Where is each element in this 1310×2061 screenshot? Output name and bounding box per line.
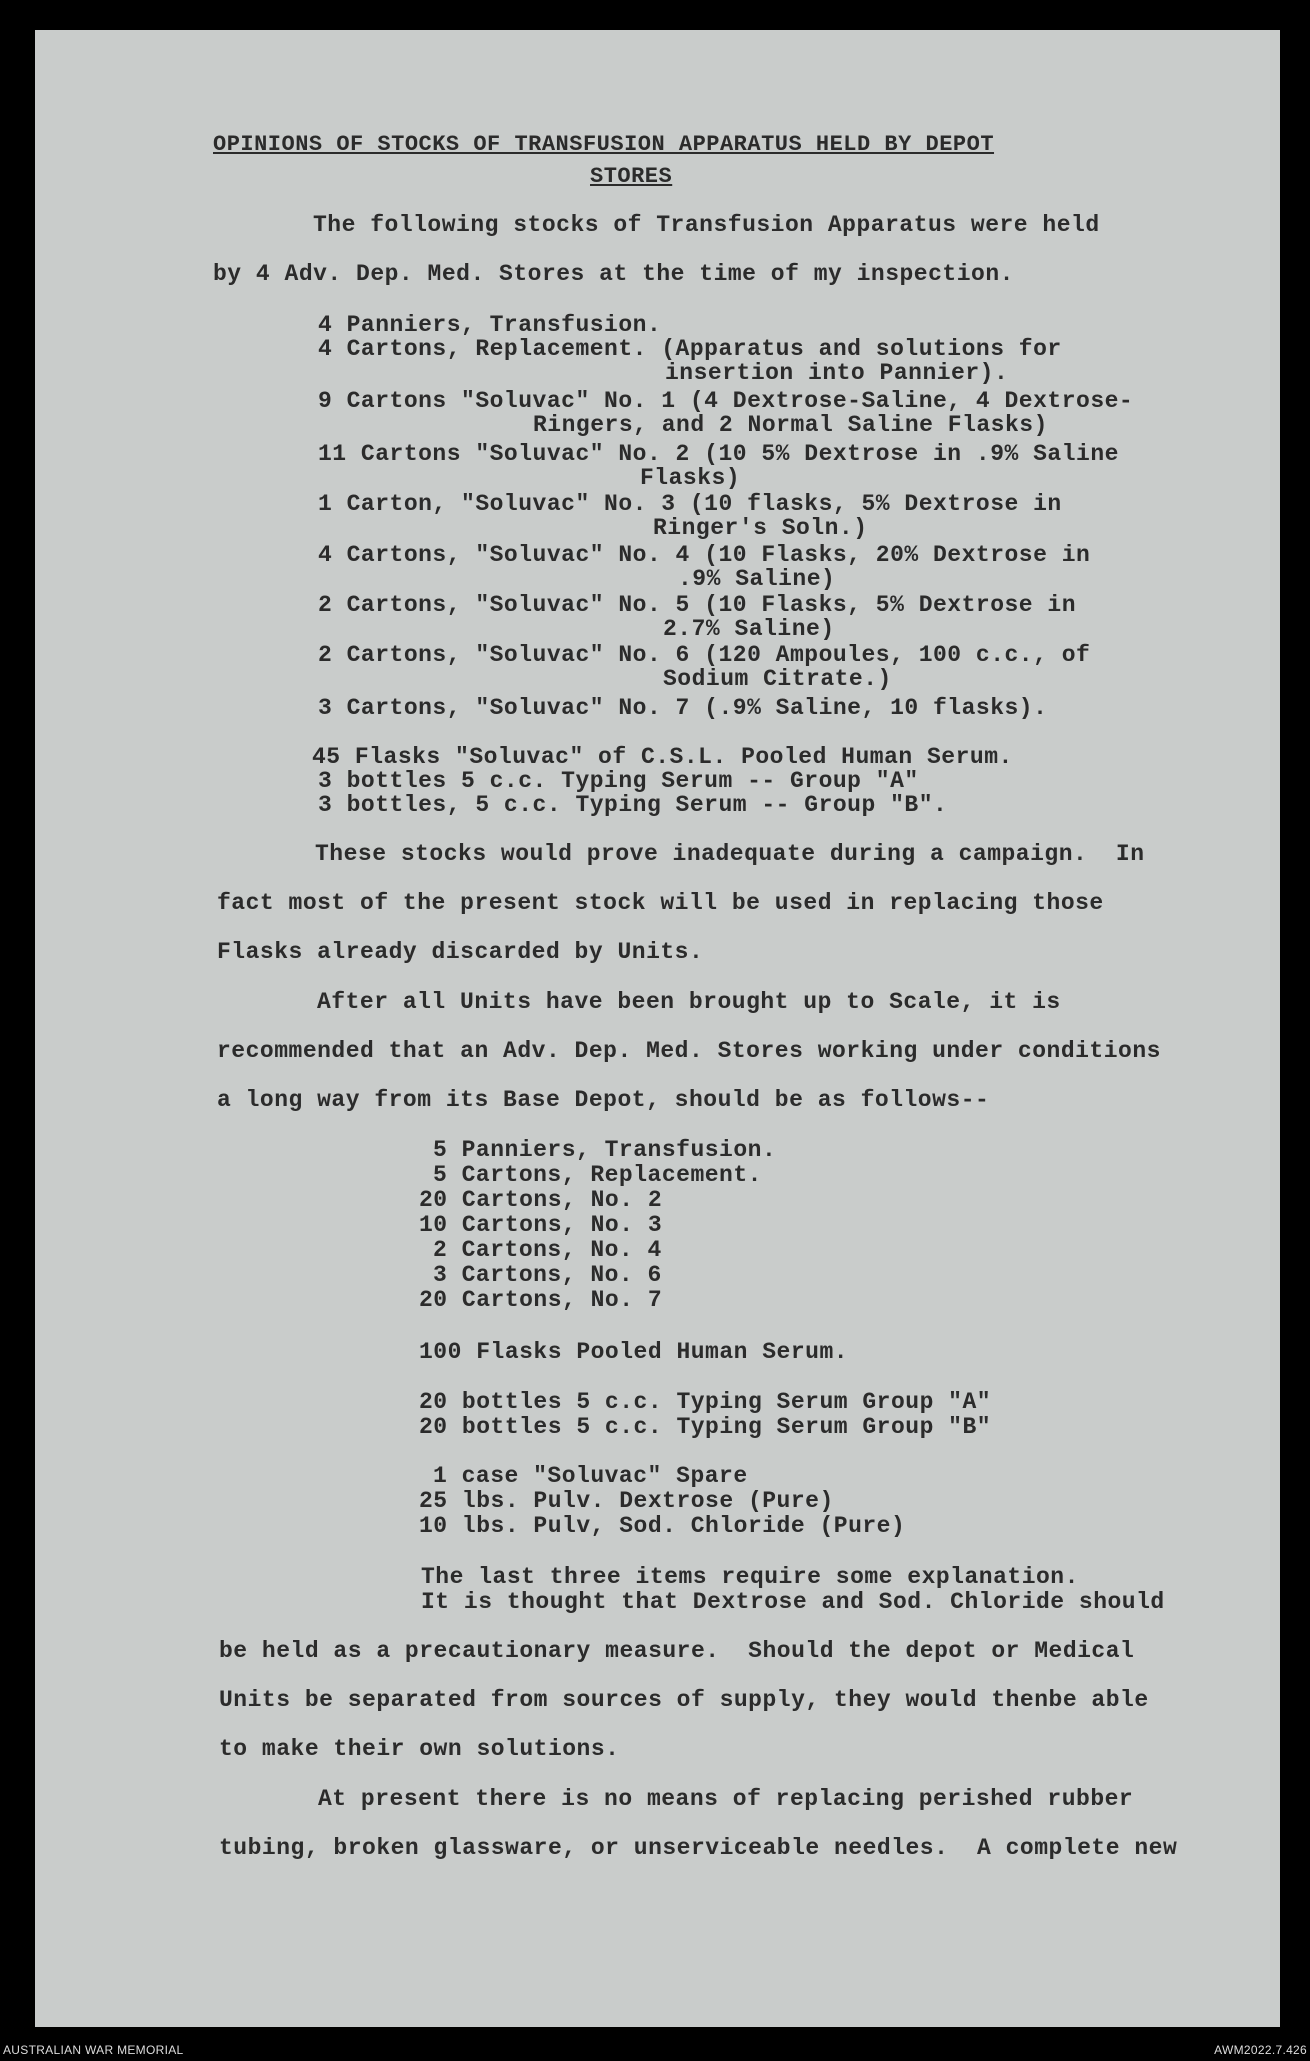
paragraph-line: At present there is no means of replacing perished rubber: [318, 1786, 1134, 1812]
stock-line: insertion into Pannier).: [665, 360, 1009, 386]
intro-line-1: The following stocks of Transfusion Apparatus were held: [313, 212, 1100, 238]
stock-line: Flasks): [640, 465, 741, 491]
intro-line-2: by 4 Adv. Dep. Med. Stores at the time of my inspection.: [213, 261, 1014, 287]
paragraph-line: to make their own solutions.: [219, 1736, 620, 1762]
stock-line: 1 Carton, "Soluvac" No. 3 (10 flasks, 5% Dextrose in: [318, 491, 1062, 517]
paragraph-line: After all Units have been brought up to Scale, it is: [317, 989, 1061, 1015]
stock-line: 3 bottles, 5 c.c. Typing Serum -- Group "B".: [318, 792, 948, 818]
recommended-line: 20 bottles 5 c.c. Typing Serum Group "B": [419, 1414, 992, 1440]
stock-line: Ringers, and 2 Normal Saline Flasks): [533, 412, 1048, 438]
recommended-line: 5 Cartons, Replacement.: [433, 1162, 762, 1188]
recommended-line: 20 bottles 5 c.c. Typing Serum Group "A": [419, 1389, 992, 1415]
recommended-line: 1 case "Soluvac" Spare: [433, 1463, 748, 1489]
stock-line: 3 Cartons, "Soluvac" No. 7 (.9% Saline, 10 flasks).: [318, 695, 1048, 721]
stock-line: 4 Cartons, "Soluvac" No. 4 (10 Flasks, 20% Dextrose in: [318, 542, 1091, 568]
paragraph-line: Units be separated from sources of supply, they would thenbe able: [219, 1687, 1149, 1713]
stock-line: 4 Panniers, Transfusion.: [318, 312, 662, 338]
stock-line: 2.7% Saline): [663, 616, 835, 642]
recommended-line: 10 lbs. Pulv, Sod. Chloride (Pure): [419, 1513, 906, 1539]
stock-line: 2 Cartons, "Soluvac" No. 5 (10 Flasks, 5% Dextrose in: [318, 592, 1077, 618]
recommended-line: 20 Cartons, No. 2: [419, 1187, 663, 1213]
recommended-line: 2 Cartons, No. 4: [433, 1237, 662, 1263]
footer-right: AWM2022.7.426: [1214, 2043, 1307, 2057]
stock-line: .9% Saline): [678, 566, 836, 592]
stock-line: 45 Flasks "Soluvac" of C.S.L. Pooled Human Serum.: [312, 744, 1013, 770]
stock-line: 3 bottles 5 c.c. Typing Serum -- Group "A": [318, 768, 919, 794]
paragraph-line: tubing, broken glassware, or unserviceable needles. A complete new: [219, 1835, 1178, 1861]
paragraph-line: The last three items require some explanation.: [421, 1564, 1079, 1590]
paragraph-line: fact most of the present stock will be used in replacing those: [217, 890, 1104, 916]
stock-line: Ringer's Soln.): [653, 515, 868, 541]
recommended-line: 5 Panniers, Transfusion.: [433, 1137, 777, 1163]
stock-line: 11 Cartons "Soluvac" No. 2 (10 5% Dextrose in .9% Saline: [318, 441, 1119, 467]
recommended-line: 20 Cartons, No. 7: [419, 1287, 663, 1313]
recommended-line: 25 lbs. Pulv. Dextrose (Pure): [419, 1488, 834, 1514]
paragraph-line: be held as a precautionary measure. Should the depot or Medical: [219, 1638, 1135, 1664]
paragraph-line: It is thought that Dextrose and Sod. Chloride should: [421, 1589, 1165, 1615]
stock-line: Sodium Citrate.): [663, 666, 892, 692]
paragraph-line: a long way from its Base Depot, should be as follows--: [217, 1087, 990, 1113]
title-line-1: OPINIONS OF STOCKS OF TRANSFUSION APPARATUS HELD BY DEPOT: [213, 132, 995, 157]
paragraph-line: These stocks would prove inadequate during a campaign. In: [315, 841, 1145, 867]
recommended-line: 3 Cartons, No. 6: [433, 1262, 662, 1288]
footer-left: AUSTRALIAN WAR MEMORIAL: [3, 2043, 184, 2057]
stock-line: 9 Cartons "Soluvac" No. 1 (4 Dextrose-Saline, 4 Dextrose-: [318, 388, 1134, 414]
stock-line: 2 Cartons, "Soluvac" No. 6 (120 Ampoules, 100 c.c., of: [318, 642, 1091, 668]
recommended-line: 10 Cartons, No. 3: [419, 1212, 663, 1238]
paragraph-line: recommended that an Adv. Dep. Med. Stores working under conditions: [217, 1038, 1161, 1064]
stock-line: 4 Cartons, Replacement. (Apparatus and solutions for: [318, 336, 1062, 362]
paragraph-line: Flasks already discarded by Units.: [217, 939, 704, 965]
document-page: [35, 30, 1280, 2027]
title-line-2: STORES: [590, 164, 673, 189]
recommended-line: 100 Flasks Pooled Human Serum.: [419, 1339, 849, 1365]
